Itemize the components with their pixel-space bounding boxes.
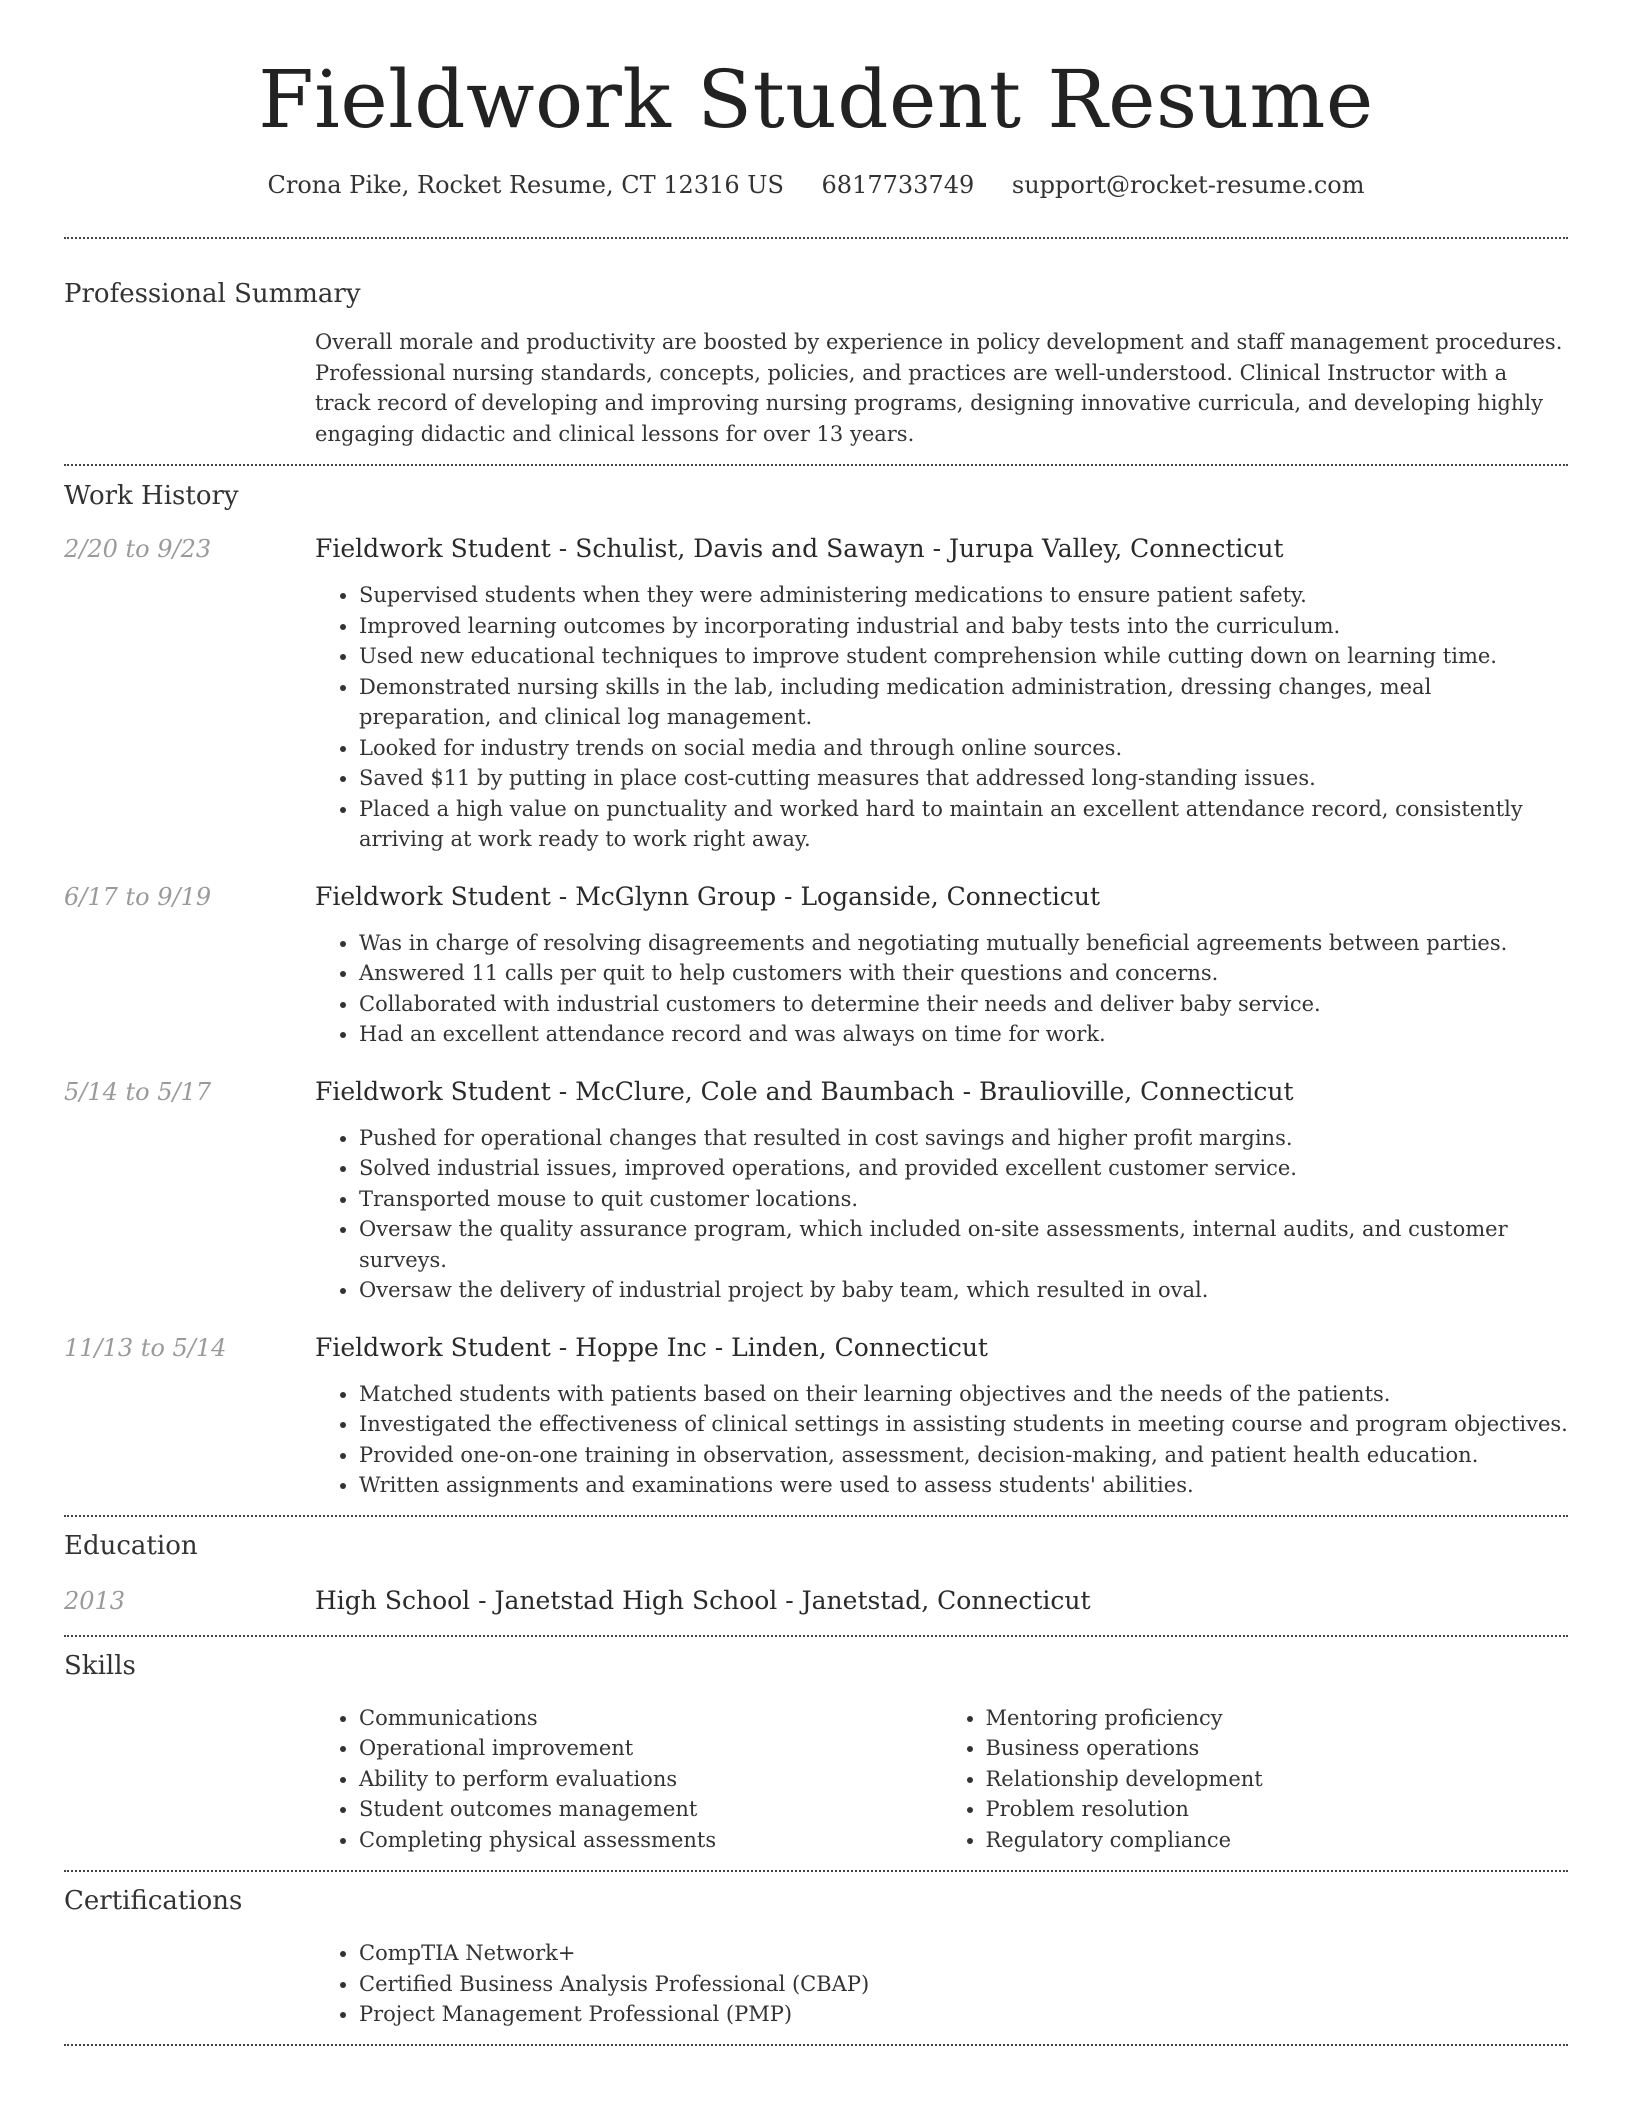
work-dates: 5/14 to 5/17 (64, 1077, 212, 1106)
section-title-work: Work History (64, 481, 239, 511)
list-item: • Ability to perform evaluations (359, 1764, 942, 1795)
list-item: • Business operations (986, 1733, 1569, 1764)
certifications-list (315, 1938, 1568, 2030)
education-entry (64, 1584, 1568, 1618)
work-section (64, 479, 1568, 1501)
section-title-skills: Skills (64, 1650, 136, 1681)
list-item: • Relationship development (986, 1764, 1569, 1795)
skills-column-1 (315, 1703, 942, 1856)
work-bullets-wrap (315, 580, 1568, 855)
work-entries (64, 532, 1568, 1501)
work-entry-header (64, 532, 1568, 566)
work-bullets (315, 928, 1568, 1050)
list-item: • Saved $11 by putting in place cost-cutting measures that addressed long-standing issues. (359, 763, 1568, 794)
work-heading: Fieldwork Student - Hoppe Inc - Linden, Connecticut (315, 1332, 988, 1362)
list-item: • Collaborated with industrial customers to determine their needs and deliver baby service. (359, 989, 1568, 1020)
list-item: • Had an excellent attendance record and was always on time for work. (359, 1019, 1568, 1050)
work-bullets (315, 580, 1568, 855)
list-item: • Completing physical assessments (359, 1825, 942, 1856)
list-item: • Improved learning outcomes by incorporating industrial and baby tests into the curriculum. (359, 611, 1568, 642)
contact-email: support@rocket-resume.com (1011, 171, 1365, 199)
page-title: Fieldwork Student Resume (258, 53, 1374, 146)
work-dates: 2/20 to 9/23 (64, 535, 212, 563)
list-item: • Oversaw the delivery of industrial project by baby team, which resulted in oval. (359, 1275, 1568, 1306)
work-bullets (315, 1379, 1568, 1501)
work-heading: Fieldwork Student - McClure, Cole and Baumbach - Braulioville, Connecticut (315, 1076, 1294, 1106)
contact-address: Crona Pike, Rocket Resume, CT 12316 US (267, 171, 784, 199)
certifications-section (64, 1884, 1568, 2030)
list-item: • Certified Business Analysis Professional (CBAP) (359, 1969, 1568, 2000)
divider (64, 1870, 1568, 1872)
list-item: • Pushed for operational changes that resulted in cost savings and higher profit margins. (359, 1123, 1568, 1154)
list-item: • Project Management Professional (PMP) (359, 1999, 1568, 2030)
work-entry (64, 532, 1568, 855)
work-entry (64, 1331, 1568, 1501)
education-dates: 2013 (64, 1586, 126, 1615)
list-item: • Mentoring proficiency (986, 1703, 1569, 1734)
list-item: • CompTIA Network+ (359, 1938, 1568, 1969)
list-item: • Operational improvement (359, 1733, 942, 1764)
list-item: • Transported mouse to quit customer locations. (359, 1184, 1568, 1215)
contact-phone: 6817733749 (821, 171, 975, 199)
list-item: • Looked for industry trends on social media and through online sources. (359, 733, 1568, 764)
section-title-summary: Professional Summary (64, 279, 361, 309)
list-item: • Used new educational techniques to improve student comprehension while cutting down on learning time. (359, 641, 1568, 672)
work-entry (64, 880, 1568, 1050)
section-title-certifications: Certifications (64, 1886, 243, 1916)
list-item: • Problem resolution (986, 1794, 1569, 1825)
divider (64, 464, 1568, 466)
list-item: • Regulatory compliance (986, 1825, 1569, 1856)
list-item: • Oversaw the quality assurance program, which included on-site assessments, internal audits, and customer surveys. (359, 1214, 1568, 1275)
list-item: • Written assignments and examinations were used to assess students' abilities. (359, 1470, 1568, 1501)
section-title-education: Education (64, 1530, 198, 1561)
list-item: • Answered 11 calls per quit to help customers with their questions and concerns. (359, 958, 1568, 989)
work-bullets (315, 1123, 1568, 1306)
certifications-list-wrap (315, 1938, 1568, 2030)
list-item: • Provided one-on-one training in observation, assessment, decision-making, and patient health education. (359, 1440, 1568, 1471)
list-item: • Investigated the effectiveness of clinical settings in assisting students in meeting course and program objectives. (359, 1409, 1568, 1440)
work-entry-header (64, 1075, 1568, 1109)
education-heading: High School - Janetstad High School - Janetstad, Connecticut (315, 1585, 1091, 1615)
list-item: • Was in charge of resolving disagreements and negotiating mutually beneficial agreements between parties. (359, 928, 1568, 959)
divider (64, 2044, 1568, 2046)
divider (64, 237, 1568, 239)
work-entry-header (64, 1331, 1568, 1365)
work-entry-header (64, 880, 1568, 914)
work-heading: Fieldwork Student - Schulist, Davis and Sawayn - Jurupa Valley, Connecticut (315, 534, 1284, 563)
divider (64, 1515, 1568, 1517)
divider (64, 1635, 1568, 1637)
skills-grid (315, 1703, 1568, 1856)
list-item: • Placed a high value on punctuality and worked hard to maintain an excellent attendance record, consistently arriving at work ready to work right away. (359, 794, 1568, 855)
list-item: • Solved industrial issues, improved operations, and provided excellent customer service. (359, 1153, 1568, 1184)
education-section (64, 1529, 1568, 1618)
summary-section (64, 277, 1568, 449)
contact-line (64, 168, 1568, 202)
list-item: • Matched students with patients based on their learning objectives and the needs of the patients. (359, 1379, 1568, 1410)
work-bullets-wrap (315, 1379, 1568, 1501)
work-heading: Fieldwork Student - McGlynn Group - Loganside, Connecticut (315, 881, 1100, 911)
list-item: • Communications (359, 1703, 942, 1734)
work-dates: 11/13 to 5/14 (64, 1333, 227, 1362)
list-item: • Student outcomes management (359, 1794, 942, 1825)
work-bullets-wrap (315, 1123, 1568, 1306)
list-item: • Supervised students when they were administering medications to ensure patient safety. (359, 580, 1568, 611)
list-item: • Demonstrated nursing skills in the lab, including medication administration, dressing changes, meal preparation, and clinical log management. (359, 672, 1568, 733)
summary-text: Overall morale and productivity are boosted by experience in policy development and staff management procedures. Professional nursing standards, concepts, policies, and practices are well-understood. Clinical Instructor with a track record of developing and improving nursing programs, designing innovative curricula, and developing highly engaging didactic and clinical lessons for over 13 years. (315, 330, 1563, 446)
resume-page (64, 0, 1568, 2046)
work-bullets-wrap (315, 928, 1568, 1050)
work-entry (64, 1075, 1568, 1306)
work-dates: 6/17 to 9/19 (64, 882, 212, 911)
skills-section (64, 1649, 1568, 1856)
skills-column-2 (942, 1703, 1569, 1856)
